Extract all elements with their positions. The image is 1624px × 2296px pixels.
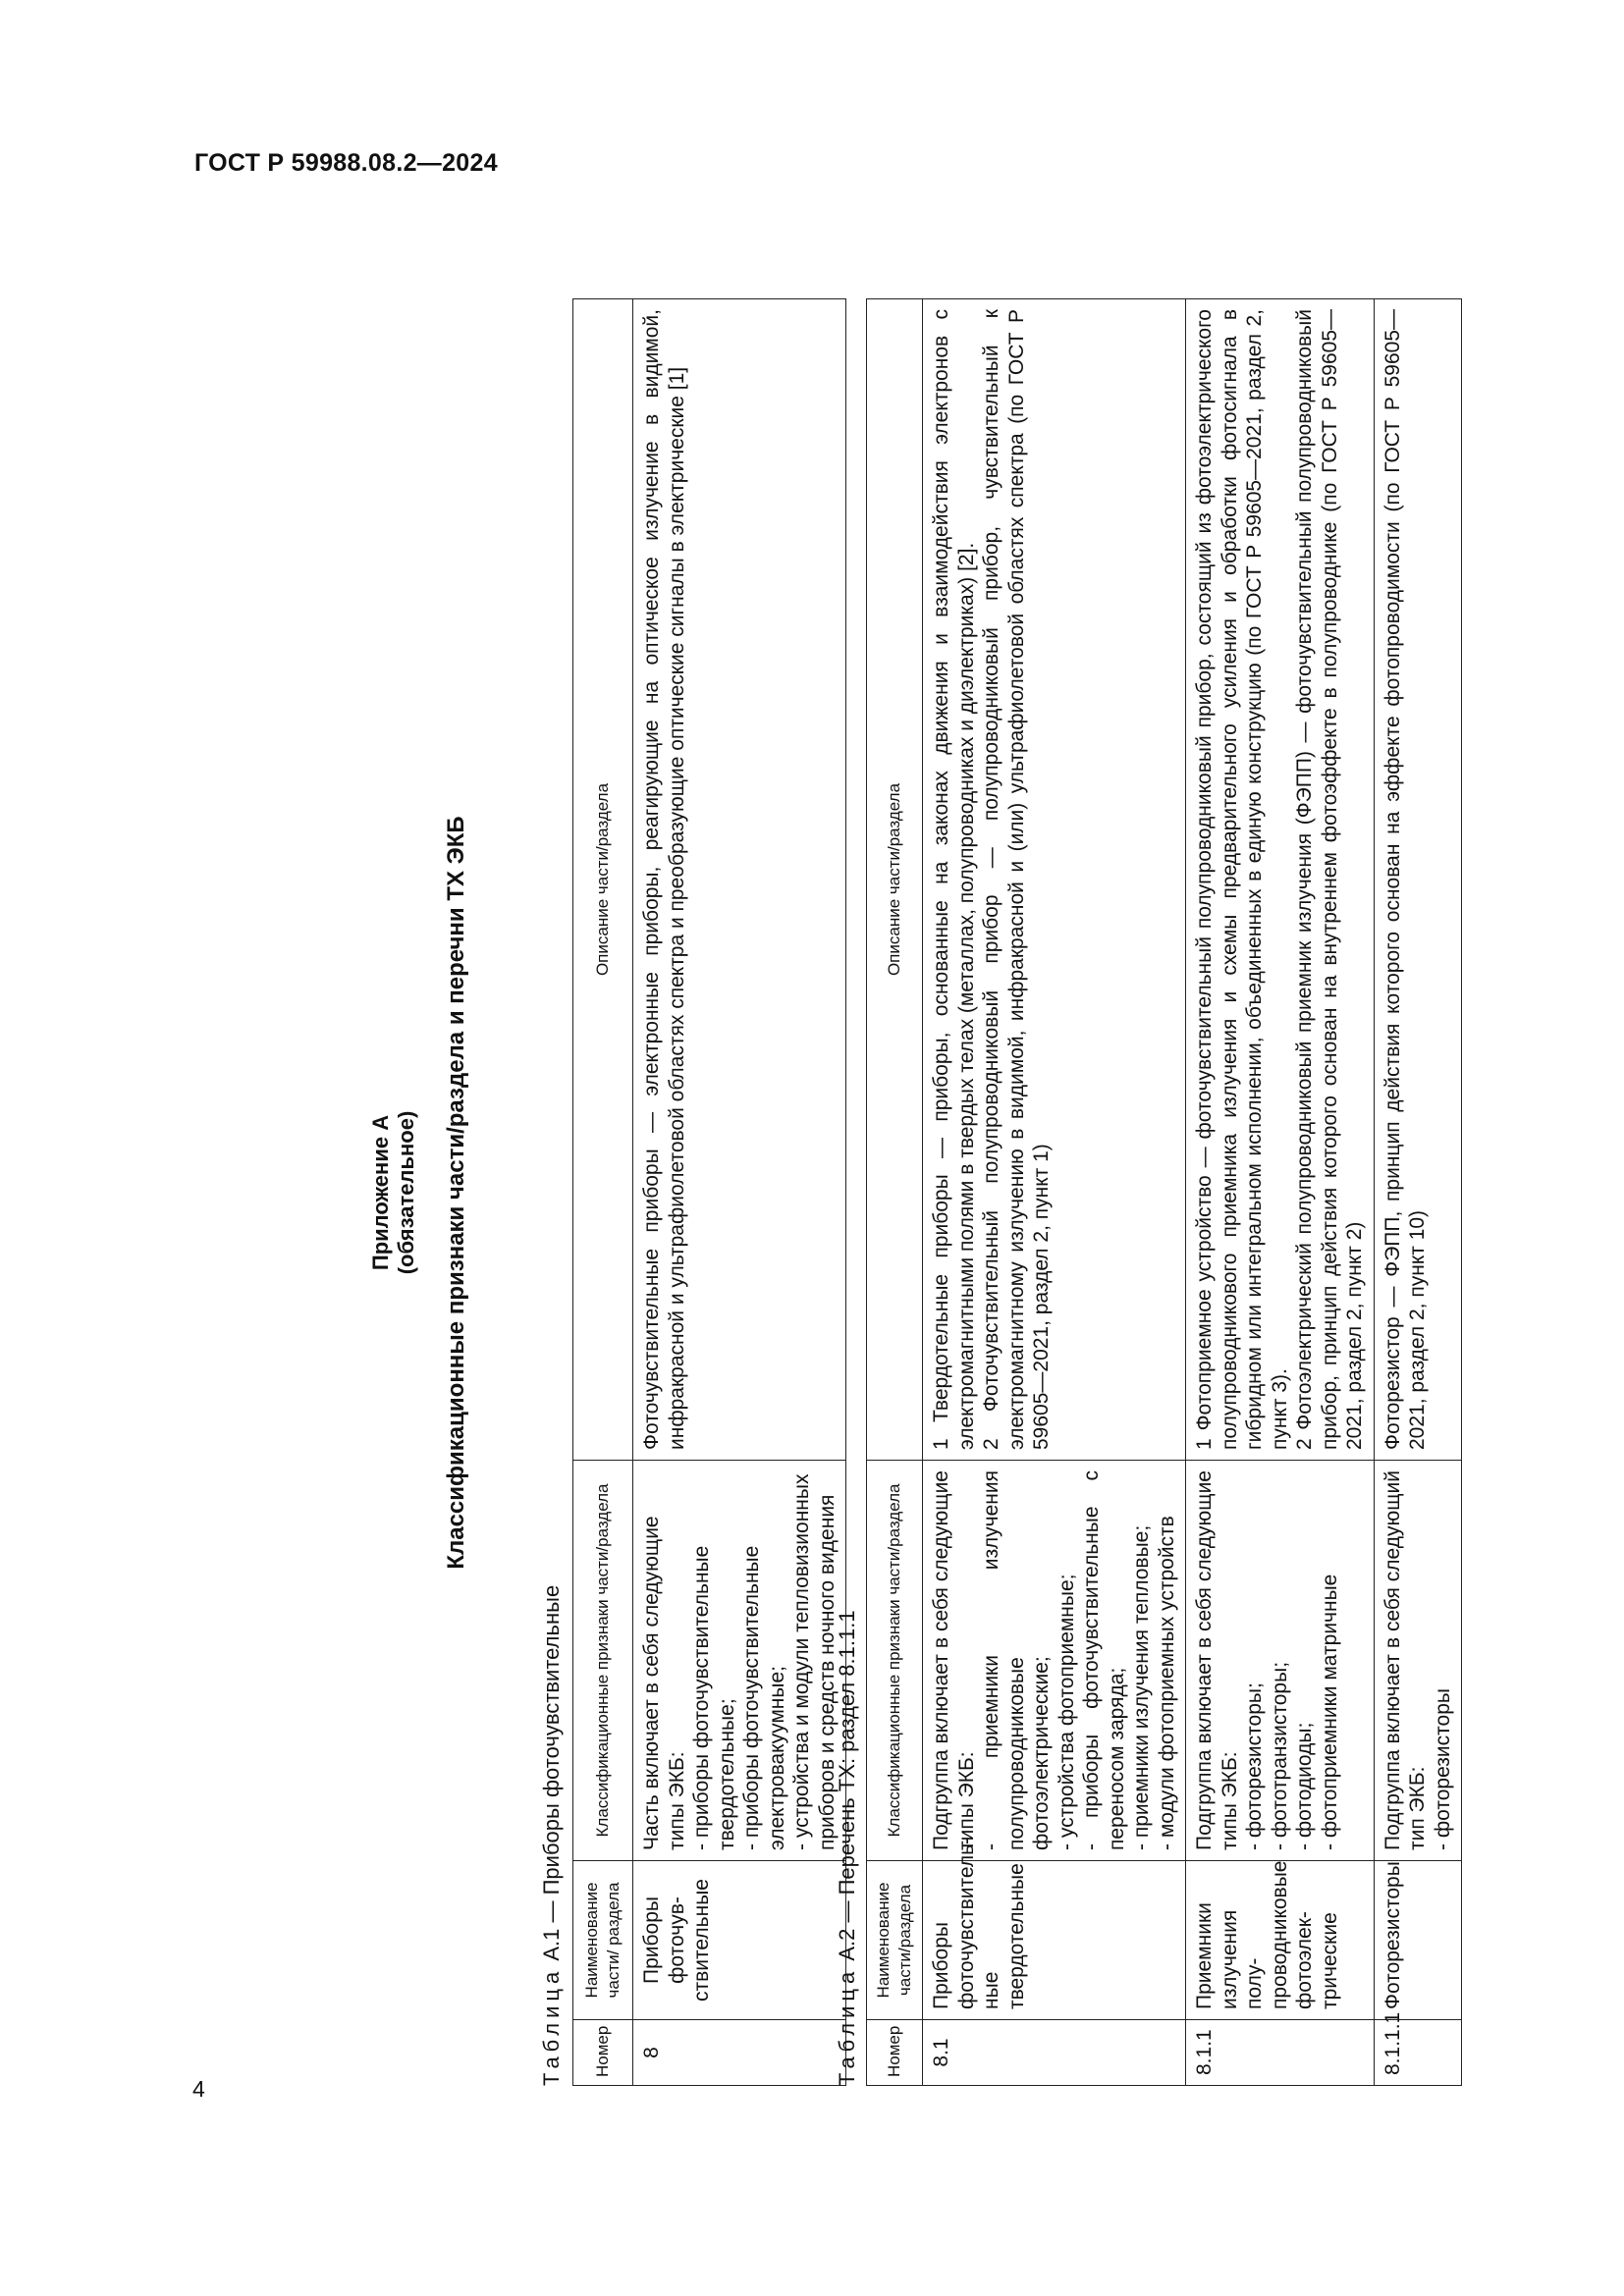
table1-row-name: Приборы фоточув-ствительные (633, 1861, 846, 2020)
table2-header-number: Номер (867, 2020, 923, 2086)
table1-header-description: Описание части/раздела (573, 299, 633, 1461)
feature-line: - устройства и модули тепловизионных приборов и средств ночного видения (790, 1473, 839, 1850)
table-row (923, 299, 1186, 2086)
appendix-heading (368, 299, 419, 2086)
main-title: Классификационные признаки части/раздела и перечни ТХ ЭКБ (443, 816, 469, 1570)
table1-row-number: 8 (633, 2020, 846, 2086)
page-number: 4 (192, 2076, 205, 2102)
landscape-content (368, 299, 1454, 2086)
table1-header-name: Наименование части/ раздела (573, 1861, 633, 2020)
row-number: 8.1.1 (1186, 2020, 1375, 2086)
description-paragraph: 2 Фотоэлектрический полупроводниковый приемник излучения (ФЭПП) — фоточувствительный полупроводниковый прибор, принцип действия которого основан на внутреннем фотоэффекте в полупроводнике (по ГОСТ Р 59605—2021, раздел 2, пункт 2) (1293, 309, 1366, 1450)
table1-row-features (633, 1461, 846, 1861)
table2-caption-prefix: Таблица (835, 1966, 859, 2086)
appendix-status: (обязательное) (394, 1110, 418, 1275)
appendix-title: Приложение А (368, 1114, 393, 1271)
row-description (1374, 299, 1462, 1461)
row-description (923, 299, 1186, 1461)
row-number: 8.1 (923, 2020, 1186, 2086)
table-a1 (572, 298, 846, 2086)
feature-line: Подгруппа включает в себя следующие типы ЭКБ: (930, 1470, 978, 1850)
table-a2 (866, 298, 1462, 2086)
feature-line: Подгруппа включает в себя следующий тип ЭКБ: (1380, 1470, 1429, 1850)
table-row (633, 299, 846, 2086)
row-name: Приборы фоточувствитель-ные твердотельные (923, 1861, 1186, 2020)
row-name: Фоторезисторы (1374, 1861, 1462, 2020)
table-row (1186, 299, 1375, 2086)
feature-line: Часть включает в себя следующие типы ЭКБ: (640, 1516, 688, 1850)
table2-header-name: Наименование части/раздела (867, 1861, 923, 2020)
table2-header-row (867, 299, 923, 2086)
row-features (1186, 1461, 1375, 1861)
feature-line: - фототранзисторы; (1268, 1661, 1291, 1850)
table1-caption (539, 1585, 565, 2086)
table1-caption-text: А.1 — Приборы фоточувствительные (539, 1584, 564, 1967)
feature-line: - приборы фоточувствительные твердотельные; (690, 1545, 738, 1850)
feature-line: - модули фотоприемных устройств (1155, 1516, 1178, 1850)
description-paragraph: 1 Фотоприемное устройство — фоточувствительный полупроводниковый прибор, состоящий из фотоэлектрического полупроводникового приемника излучения и схемы предварительного усиления и обработки фотосигнала в гибридном или интегральном исполнении, объединенных в единую конструкцию (по ГОСТ Р 59605—2021, раздел 2, пункт 3). (1193, 309, 1291, 1450)
table1-row-description: Фоточувствительные приборы — электронные приборы, реагирующие на оптическое излучение в видимой, инфракрасной и ультрафиолетовой областях спектра и преобразующие оптические сигналы в электрические [1] (633, 299, 846, 1461)
feature-line: - фотоприемники матричные (1318, 1574, 1341, 1850)
table1-caption-prefix: Таблица (539, 1966, 564, 2086)
feature-line: Подгруппа включает в себя следующие типы ЭКБ: (1193, 1470, 1241, 1850)
row-number: 8.1.1.1 (1374, 2020, 1462, 2086)
feature-line: - приборы фоточувствительные электровакуумные; (740, 1545, 788, 1850)
feature-line: - приемники излучения тепловые; (1130, 1524, 1153, 1850)
row-description (1186, 299, 1375, 1461)
description-paragraph: 1 Твердотельные приборы — приборы, основанные на законах движения и взаимодействия электронов с электромагнитными полями в твердых телах (металлах, полупроводниках и диэлектриках) [2]. (930, 309, 978, 1450)
table2-header-description: Описание части/раздела (867, 299, 923, 1461)
feature-line: - устройства фотоприемные; (1055, 1574, 1078, 1850)
feature-line: - фоторезисторы; (1243, 1682, 1266, 1850)
table-row (1374, 299, 1462, 2086)
table1-header-number: Номер (573, 2020, 633, 2086)
table1-header-features: Классификационные признаки части/раздела (573, 1461, 633, 1861)
document-header: ГОСТ Р 59988.08.2—2024 (194, 149, 498, 177)
feature-line: - фотодиоды; (1293, 1722, 1316, 1850)
table2-caption-text: А.2 — Перечень ТХ: раздел 8.1.1.1 (835, 1610, 859, 1967)
row-features (1374, 1461, 1462, 1861)
feature-line: - приборы фоточувствительные с переносом заряда; (1080, 1470, 1128, 1850)
table2-header-features: Классификационные признаки части/раздела (867, 1461, 923, 1861)
table2-caption (835, 1610, 860, 2086)
row-name: Приемники излучения полу-проводниковые фотоэлек-трические (1186, 1861, 1375, 2020)
table1-header-row (573, 299, 633, 2086)
row-features (923, 1461, 1186, 1861)
description-paragraph: 2 Фоточувствительный полупроводниковый прибор — полупроводниковый прибор, чувствительный к электромагнитному излучению в видимой, инфракрасной и (или) ультрафиолетовой областях спектра (по ГОСТ Р 59605—2021, раздел 2, пункт 1) (980, 309, 1053, 1450)
feature-line: - приемники излучения полупроводниковые фотоэлектрические; (980, 1470, 1053, 1850)
description-paragraph: Фоторезистор — ФЭПП, принцип действия которого основан на эффекте фотопроводимости (по ГОСТ Р 59605—2021, раздел 2, пункт 10) (1380, 309, 1429, 1450)
feature-line: - фоторезисторы (1431, 1688, 1454, 1850)
